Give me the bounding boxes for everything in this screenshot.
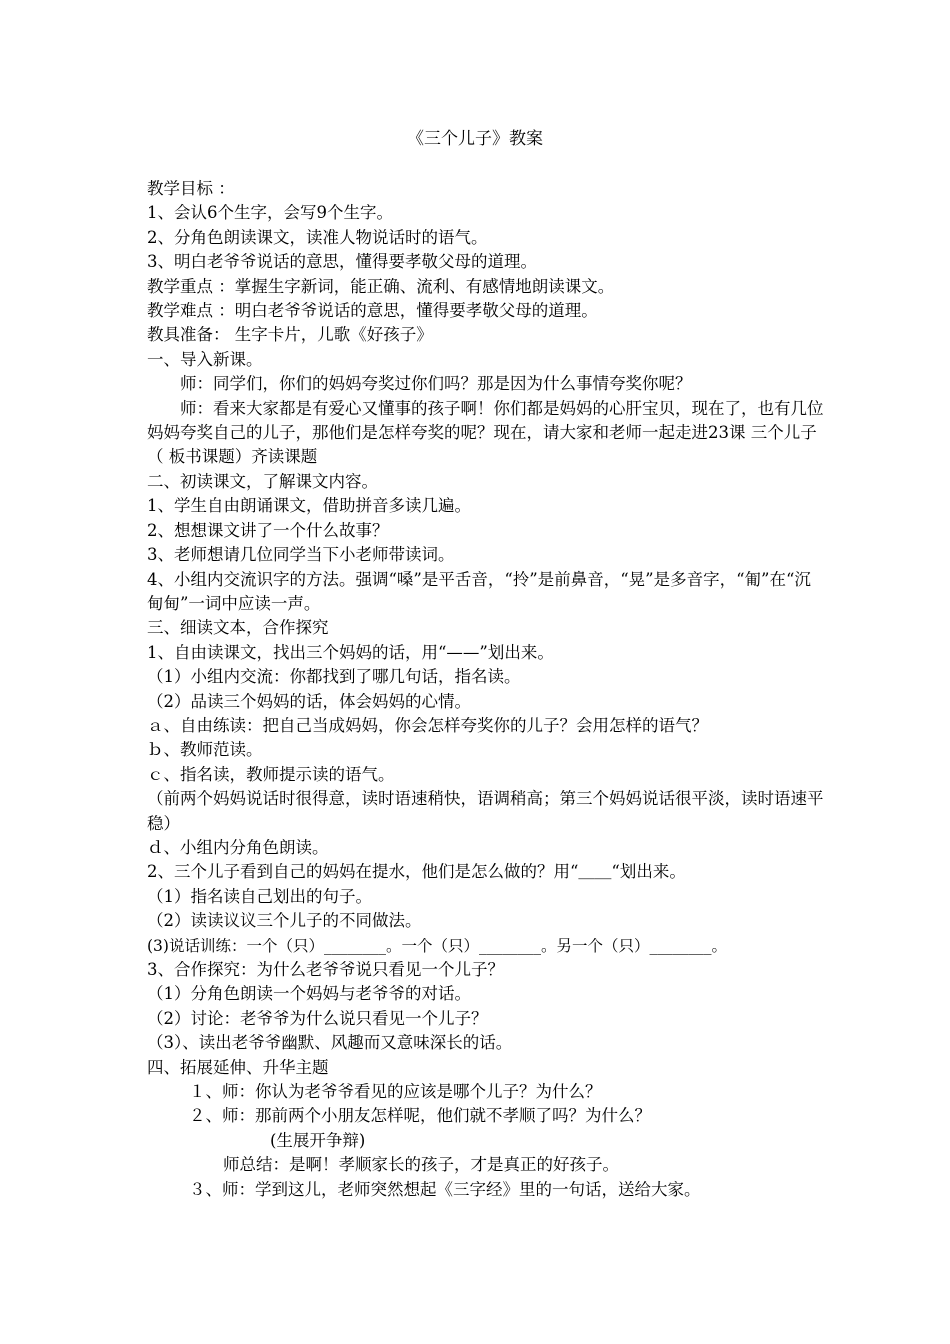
paragraph: 1、会认6个生字，会写9个生字。 — [147, 203, 393, 223]
paragraph: ａ、自由练读：把自己当成妈妈，你会怎样夸奖你的儿子？会用怎样的语气？ — [147, 715, 708, 735]
paragraph: （1）分角色朗读一个妈妈与老爷爷的对话。 — [147, 984, 471, 1004]
section-heading: 四、拓展延伸、升华主题 — [147, 1057, 329, 1077]
document-body — [147, 177, 827, 1202]
paragraph: １、师：你认为老爷爷看见的应该是哪个儿子？为什么？ — [189, 1082, 602, 1102]
paragraph: ｄ、小组内分角色朗读。 — [147, 837, 329, 857]
section-heading: 二、初读课文，了解课文内容。 — [147, 471, 378, 491]
paragraph: ３、师：学到这儿，老师突然想起《三字经》里的一句话，送给大家。 — [189, 1179, 701, 1199]
section-heading: 三、细读文本，合作探究 — [147, 618, 329, 638]
paragraph: （3）、读出老爷爷幽默、风趣而又意味深长的话。 — [147, 1033, 513, 1053]
document-title: 《三个儿子》教案 — [407, 129, 543, 149]
paragraph: （2）品读三个妈妈的话，体会妈妈的心情。 — [147, 691, 471, 711]
paragraph: （1）指名读自己划出的句子。 — [147, 886, 372, 906]
paragraph: 1、自由读课文，找出三个妈妈的话，用“——”划出来。 — [147, 642, 554, 662]
paragraph: 教学重点 ：掌握生字新词，能正确、流利、有感情地朗读课文。 — [147, 276, 615, 296]
paragraph: ｃ、指名读，教师提示读的语气。 — [147, 764, 395, 784]
paragraph: （2）讨论：老爷爷为什么说只看见一个儿子？ — [147, 1008, 488, 1028]
paragraph: 2、分角色朗读课文，读准人物说话时的语气。 — [147, 227, 488, 247]
paragraph: 师：看来大家都是有爱心又懂事的孩子啊！你们都是妈妈的心肝宝贝，现在了，也有几位妈妈夸奖自己的儿子，那他们是怎样夸奖的呢？现在，请大家和老师一起走进23课 三个儿子（ 板书课题）齐读课题 — [147, 398, 824, 467]
paragraph: ｂ、教师范读。 — [147, 740, 263, 760]
paragraph: ２、师：那前两个小朋友怎样呢，他们就不孝顺了吗？为什么？ — [189, 1106, 651, 1126]
paragraph: 4、小组内交流识字的方法。强调“嗓”是平舌音，“拎”是前鼻音，“晃”是多音字，“匍”在“沉甸甸”一词中应读一声。 — [147, 569, 811, 613]
paragraph: 2、想想课文讲了一个什么故事？ — [147, 520, 389, 540]
paragraph: (3)说话训练：一个（只）________。一个（只）________。另一个（只）________。 — [147, 936, 727, 955]
paragraph: （前两个妈妈说话时很得意，读时语速稍快，语调稍高；第三个妈妈说话很平淡，读时语速平稳） — [147, 789, 824, 833]
paragraph: 3、老师想请几位同学当下小老师带读词。 — [147, 545, 455, 565]
paragraph: (生展开争辩) — [270, 1130, 366, 1150]
paragraph: 3、明白老爷爷说话的意思，懂得要孝敬父母的道理。 — [147, 252, 537, 272]
paragraph: 3、合作探究：为什么老爷爷说只看见一个儿子？ — [147, 960, 504, 979]
paragraph: 师：同学们，你们的妈妈夸奖过你们吗？那是因为什么事情夸奖你呢？ — [180, 374, 692, 394]
paragraph: 1、学生自由朗诵课文，借助拼音多读几遍。 — [147, 496, 471, 516]
paragraph: 师总结：是啊！孝顺家长的孩子，才是真正的好孩子。 — [223, 1155, 619, 1175]
paragraph: 2、三个儿子看到自己的妈妈在提水，他们是怎么做的？用“＿＿“划出来。 — [147, 862, 686, 882]
paragraph: （2）读读议议三个儿子的不同做法。 — [147, 911, 422, 931]
paragraph: 教具准备： 生字卡片，儿歌《好孩子》 — [147, 325, 433, 345]
paragraph: （1）小组内交流：你都找到了哪几句话，指名读。 — [147, 667, 521, 687]
section-heading: 一、导入新课。 — [147, 349, 263, 369]
paragraph: 教学目标 ： — [147, 179, 235, 198]
paragraph: 教学难点 ：明白老爷爷说话的意思，懂得要孝敬父母的道理。 — [147, 301, 598, 321]
